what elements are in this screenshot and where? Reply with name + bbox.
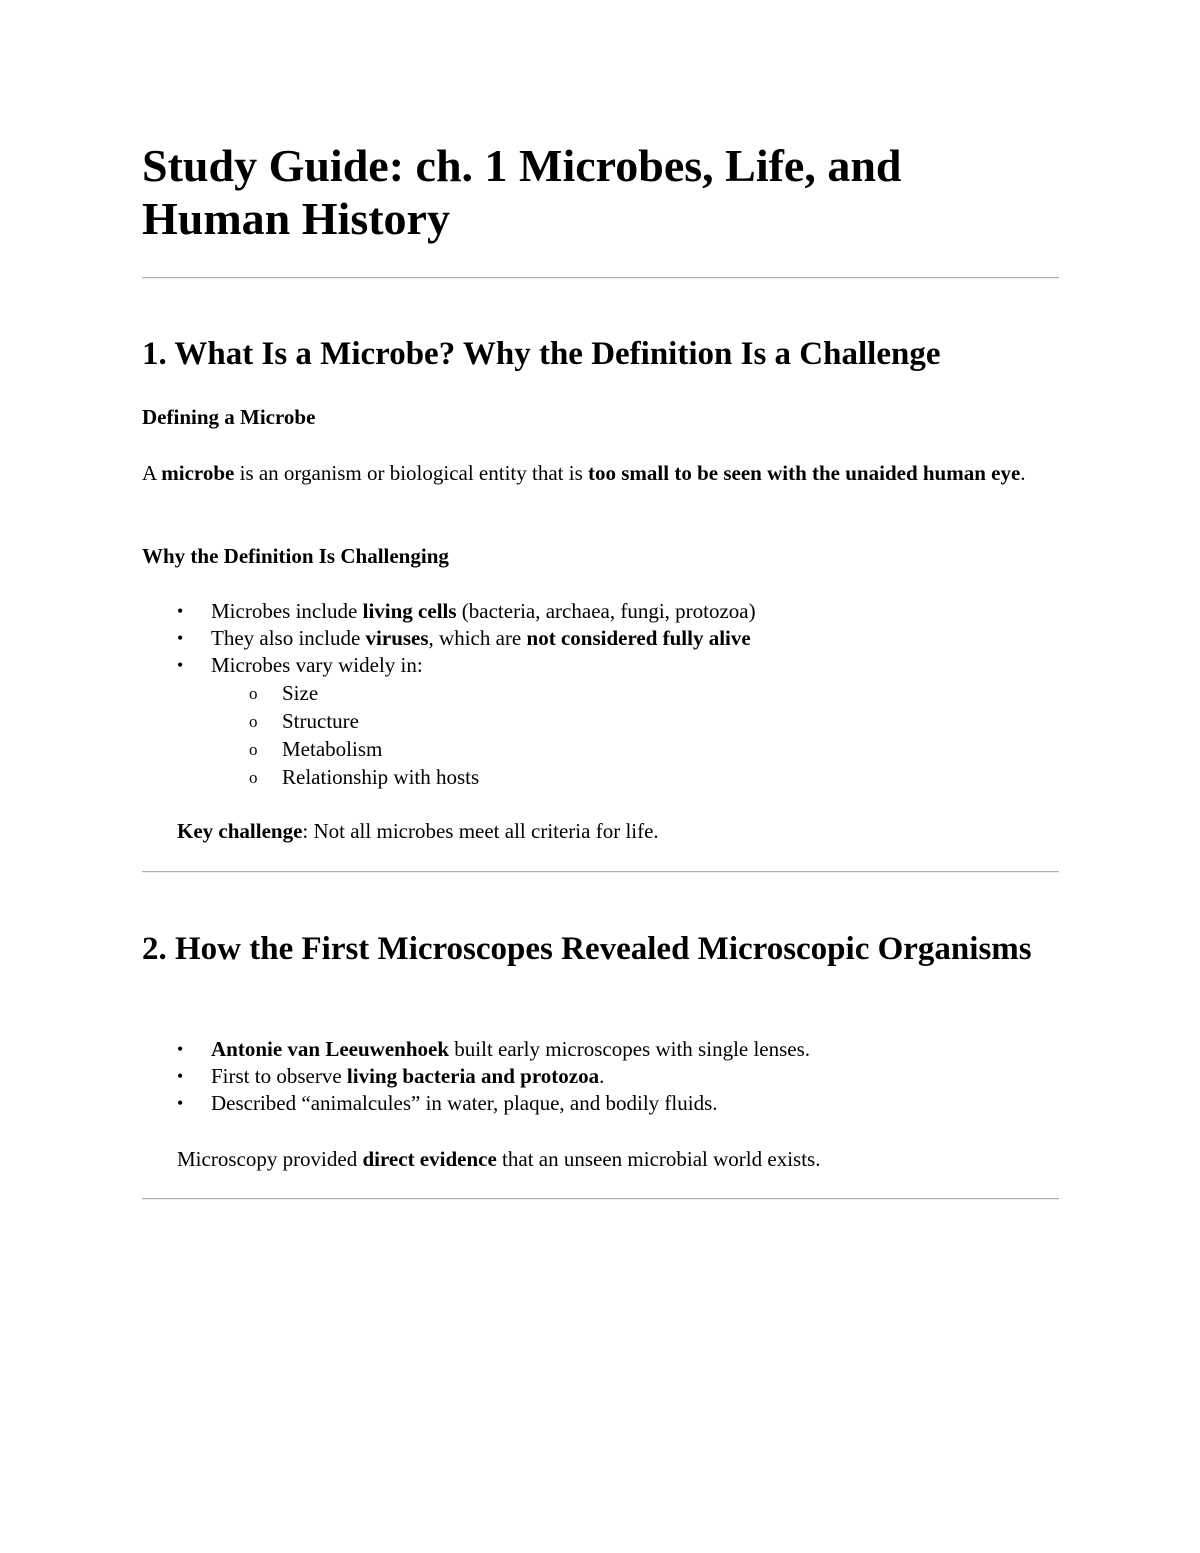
text-run: First to observe <box>211 1064 347 1088</box>
why-challenging-heading: Why the Definition Is Challenging <box>142 544 449 568</box>
section-1-heading: 1. What Is a Microbe? Why the Definition Is a Challenge <box>142 336 941 372</box>
key-challenge-note <box>177 817 1077 845</box>
page-title: Study Guide: ch. 1 Microbes, Life, and Human History <box>142 140 902 244</box>
circle-bullet-icon: o <box>249 768 258 787</box>
text-run: A <box>142 461 162 485</box>
divider <box>142 871 1059 873</box>
list-item <box>142 598 1042 625</box>
text-run: They also include <box>211 626 366 650</box>
list-item <box>142 1090 1042 1117</box>
text-run: Metabolism <box>282 737 383 761</box>
text-run: Microscopy provided <box>177 1147 363 1171</box>
variation-sublist <box>211 679 1042 791</box>
bullet-icon: • <box>177 1039 184 1059</box>
sub-list-item <box>142 735 1042 763</box>
text-run: Structure <box>282 709 359 733</box>
microbe-definition <box>142 459 1042 487</box>
list-item <box>142 1063 1042 1090</box>
circle-bullet-icon: o <box>249 684 258 703</box>
bold-term: direct evidence <box>362 1147 497 1171</box>
microscopy-evidence-note <box>177 1145 1077 1173</box>
divider <box>142 277 1059 279</box>
defining-microbe-heading: Defining a Microbe <box>142 405 316 429</box>
bold-term: not considered fully alive <box>526 626 751 650</box>
section-2-heading: 2. How the First Microscopes Revealed Microscopic Organisms <box>142 931 1032 967</box>
text-run: built early microscopes with single lenses. <box>449 1037 811 1061</box>
text-run: Microbes vary widely in: <box>211 653 423 677</box>
bold-term: viruses <box>365 626 429 650</box>
divider <box>142 1198 1059 1200</box>
text-run: Relationship with hosts <box>282 765 480 789</box>
microscope-list <box>142 1036 1042 1117</box>
list-item <box>142 625 1042 652</box>
text-run: . <box>1020 461 1026 485</box>
text-run: (bacteria, archaea, fungi, protozoa) <box>456 599 756 623</box>
sub-list-item <box>142 679 1042 707</box>
bold-term: Antonie van Leeuwenhoek <box>211 1037 450 1061</box>
bold-term: microbe <box>161 461 235 485</box>
circle-bullet-icon: o <box>249 740 258 759</box>
sub-list-item <box>142 763 1042 791</box>
text-run: that an unseen microbial world exists. <box>496 1147 821 1171</box>
bold-term: too small to be seen with the unaided human eye <box>588 461 1021 485</box>
text-run: : Not all microbes meet all criteria for life. <box>302 819 659 843</box>
bold-term: living cells <box>362 599 457 623</box>
bullet-icon: • <box>177 1093 184 1113</box>
bold-term: living bacteria and protozoa <box>346 1064 600 1088</box>
text-run: . <box>599 1064 605 1088</box>
list-item <box>142 652 1042 791</box>
bullet-icon: • <box>177 628 184 648</box>
challenge-list <box>142 598 1042 791</box>
list-item <box>142 1036 1042 1063</box>
text-run: Microbes include <box>211 599 363 623</box>
bullet-icon: • <box>177 1066 184 1086</box>
bullet-icon: • <box>177 655 184 675</box>
circle-bullet-icon: o <box>249 712 258 731</box>
sub-list-item <box>142 707 1042 735</box>
text-run: Described “animalcules” in water, plaque, and bodily fluids. <box>211 1091 718 1115</box>
text-run: is an organism or biological entity that is <box>234 461 589 485</box>
text-run: Size <box>282 681 319 705</box>
bullet-icon: • <box>177 601 184 621</box>
bold-term: Key challenge <box>177 819 303 843</box>
text-run: , which are <box>428 626 527 650</box>
